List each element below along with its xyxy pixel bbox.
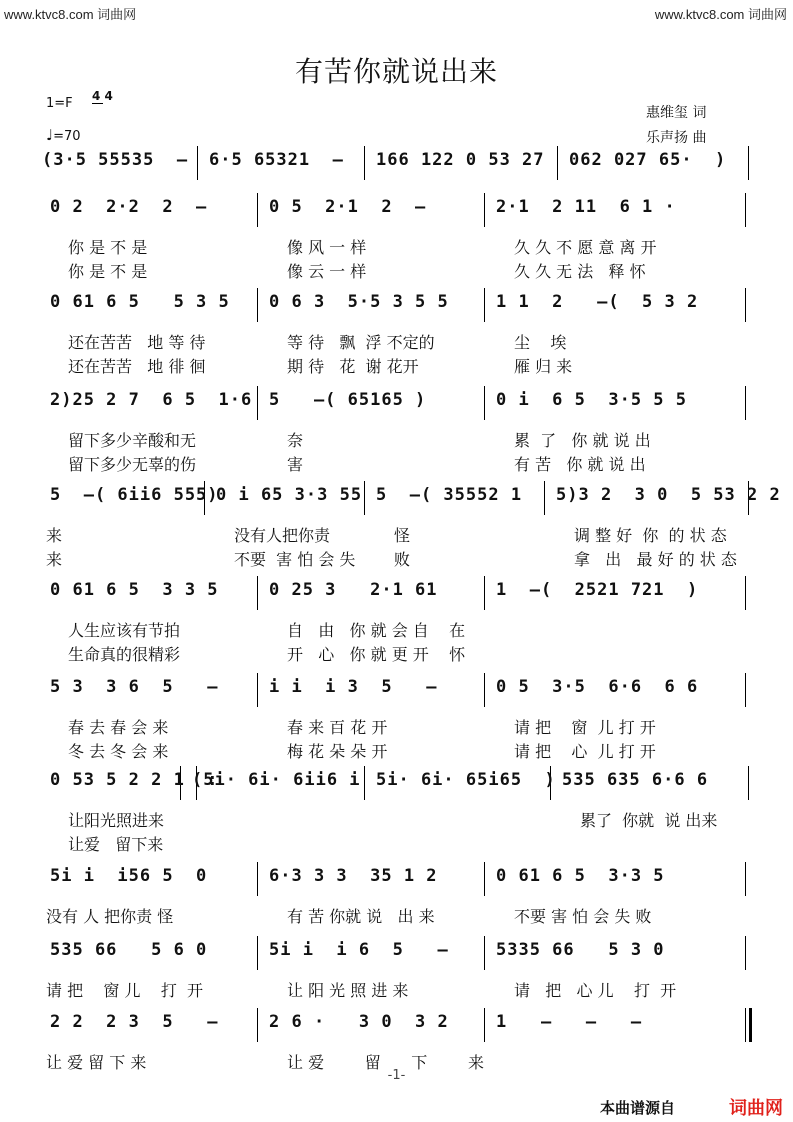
lyric-text: 像 风 一 样 <box>287 238 367 257</box>
key-signature: 1=F <box>46 96 73 111</box>
measure-notes: 0 i 65 3·3 55 <box>216 485 363 505</box>
lyric-text: 让 爱 留 下 来 <box>46 1053 147 1072</box>
lyric-text: 春 来 百 花 开 <box>287 718 388 737</box>
barline <box>745 193 746 227</box>
page-number: -1- <box>387 1068 406 1083</box>
measure-notes: 0 6 3 5·5 3 5 5 <box>269 292 449 312</box>
barline <box>484 193 485 227</box>
measure-notes: 6·3 3 3 35 1 2 <box>269 866 438 886</box>
lyric-text: 还在苦苦 地 等 待 <box>68 333 206 352</box>
lyricist-credit: 惠维玺 词 <box>646 105 707 121</box>
barline <box>484 936 485 970</box>
measure-notes: 5 –( 35552 1 <box>376 485 523 505</box>
measure-notes: 5i i i 6 5 – <box>269 940 449 960</box>
barline <box>364 146 365 180</box>
measure-notes: 0 5 2·1 2 – <box>269 197 427 217</box>
measure-notes: 5335 66 5 3 0 <box>496 940 665 960</box>
lyric-text: 败 <box>394 550 411 569</box>
lyric-text: 让阳光照进来 <box>68 811 165 830</box>
lyric-text: 拿 出 最 好 的 状 态 <box>574 550 737 569</box>
barline <box>745 862 746 896</box>
lyric-text: 期 待 花 谢 花开 <box>287 357 419 376</box>
lyric-text: 请 把 窗 儿 打 开 <box>46 981 204 1000</box>
lyric-text: 没有人把你责 <box>234 526 331 545</box>
measure-notes: 166 122 0 53 27 <box>376 150 545 170</box>
measure-notes: 0 5 3·5 6·6 6 6 <box>496 677 699 697</box>
measure-notes: 2·1 2 11 6 1 · <box>496 197 676 217</box>
quarter-note-icon: ♩ <box>46 126 54 144</box>
barline <box>745 673 746 707</box>
time-sig-bottom: 4 <box>104 89 113 103</box>
measure-notes: 5i i i56 5 0 <box>50 866 208 886</box>
barline <box>745 576 746 610</box>
barline <box>544 481 545 515</box>
time-signature <box>92 90 113 103</box>
barline <box>748 766 749 800</box>
measure-notes: 2 6 · 3 0 3 2 <box>269 1012 449 1032</box>
measure-notes: 1 – – – <box>496 1012 643 1032</box>
lyric-text: 留下多少辛酸和无 <box>68 431 197 450</box>
measure-notes: 1 1 2 –( 5 3 2 <box>496 292 699 312</box>
time-sig-top: 4 <box>92 89 101 103</box>
measure-notes: 5i· 6i· 65i65 ) <box>376 770 556 790</box>
barline <box>257 1008 258 1042</box>
measure-notes: (3·5 55535 – <box>42 150 189 170</box>
lyric-text: 让 爱 留 下 来 <box>287 1053 484 1072</box>
lyric-text: 生命真的很精彩 <box>68 645 181 664</box>
measure-notes: 535 635 6·6 6 <box>562 770 709 790</box>
lyric-text: 像 云 一 样 <box>287 262 367 281</box>
measure-notes: 0 53 5 2 2 1 : <box>50 770 219 790</box>
final-barline <box>745 1008 752 1042</box>
lyric-text: 等 待 飘 浮 不定的 <box>287 333 435 352</box>
tempo-marking <box>46 126 81 144</box>
lyric-text: 梅 花 朵 朵 开 <box>287 742 388 761</box>
measure-notes: 0 25 3 2·1 61 <box>269 580 438 600</box>
footer-logo: 词曲网 <box>729 1098 783 1119</box>
measure-notes: 062 027 65· ) <box>569 150 727 170</box>
barline <box>484 576 485 610</box>
lyric-text: 有 苦 你 就 说 出 <box>514 455 646 474</box>
measure-notes: (5i· 6i· 6ii6 i <box>192 770 361 790</box>
lyric-text: 春 去 春 会 来 <box>68 718 169 737</box>
barline <box>364 481 365 515</box>
barline <box>557 146 558 180</box>
barline <box>484 386 485 420</box>
measure-notes: 0 61 6 5 5 3 5 <box>50 292 230 312</box>
lyric-text: 奈 <box>287 431 304 450</box>
barline <box>484 288 485 322</box>
lyric-text: 开 心 你 就 更 开 怀 <box>287 645 466 664</box>
barline <box>484 862 485 896</box>
lyric-text: 你 是 不 是 <box>68 262 148 281</box>
song-title: 有苦你就说出来 <box>294 55 498 88</box>
barline <box>197 146 198 180</box>
lyric-text: 害 <box>287 455 304 474</box>
barline <box>257 193 258 227</box>
footer-source-text: 本曲谱源自 <box>599 1099 675 1117</box>
lyric-text: 久 久 不 愿 意 离 开 <box>514 238 657 257</box>
measure-notes: 5 3 3 6 5 – <box>50 677 219 697</box>
barline <box>745 386 746 420</box>
lyric-text: 来 <box>46 526 63 545</box>
lyric-text: 有 苦 你就 说 出 来 <box>287 907 435 926</box>
composer-credit: 乐声扬 曲 <box>646 130 707 146</box>
measure-notes: 0 2 2·2 2 – <box>50 197 208 217</box>
lyric-text: 让 阳 光 照 进 来 <box>287 981 409 1000</box>
measure-notes: 0 61 6 5 3·3 5 <box>496 866 665 886</box>
lyric-text: 雁 归 来 <box>514 357 573 376</box>
measure-notes: 2)25 2 7 6 5 1·6 <box>50 390 253 410</box>
lyric-text: 你 是 不 是 <box>68 238 148 257</box>
barline <box>257 936 258 970</box>
lyric-text: 冬 去 冬 会 来 <box>68 742 169 761</box>
barline <box>257 673 258 707</box>
lyric-text: 累了 你就 说 出来 <box>580 811 718 830</box>
lyric-text: 累 了 你 就 说 出 <box>514 431 651 450</box>
lyric-text: 来 <box>46 550 63 569</box>
barline <box>257 862 258 896</box>
lyric-text: 不要 害 怕 会 失 败 <box>514 907 652 926</box>
tempo-value: =70 <box>53 129 81 144</box>
barline <box>257 288 258 322</box>
barline <box>484 673 485 707</box>
lyric-text: 让爱 留下来 <box>68 835 164 854</box>
measure-notes: 5)3 2 3 0 5 53 2 2 <box>556 485 781 505</box>
barline <box>257 386 258 420</box>
lyric-text: 不要 害 怕 会 失 <box>234 550 356 569</box>
measure-notes: 0 61 6 5 3 3 5 <box>50 580 219 600</box>
barline <box>748 146 749 180</box>
lyric-text: 请 把 心 儿 打 开 <box>514 981 677 1000</box>
lyric-text: 自 由 你 就 会 自 在 <box>287 621 466 640</box>
site-watermark-right: www.ktvc8.com 词曲网 <box>654 7 787 22</box>
measure-notes: 2 2 2 3 5 – <box>50 1012 219 1032</box>
barline <box>745 288 746 322</box>
lyric-text: 调 整 好 你 的 状 态 <box>574 526 727 545</box>
barline <box>745 936 746 970</box>
lyric-text: 久 久 无 法 释 怀 <box>514 262 646 281</box>
barline <box>257 576 258 610</box>
lyric-text: 没有 人 把你责 怪 <box>46 907 174 926</box>
lyric-text: 请 把 窗 儿 打 开 <box>514 718 656 737</box>
measure-notes: i i i 3 5 – <box>269 677 438 697</box>
measure-notes: 0 i 6 5 3·5 5 5 <box>496 390 687 410</box>
lyric-text: 请 把 心 儿 打 开 <box>514 742 656 761</box>
lyric-text: 留下多少无辜的伤 <box>68 455 197 474</box>
measure-notes: 6·5 65321 – <box>209 150 344 170</box>
barline <box>484 1008 485 1042</box>
lyric-text: 怪 <box>394 526 411 545</box>
measure-notes: 1 –( 2521 721 ) <box>496 580 699 600</box>
lyric-text: 人生应该有节拍 <box>68 621 181 640</box>
measure-notes: 5 –( 6ii6 555) <box>50 485 219 505</box>
barline <box>364 766 365 800</box>
lyric-text: 尘 埃 <box>514 333 567 352</box>
lyric-text: 还在苦苦 地 徘 徊 <box>68 357 206 376</box>
measure-notes: 5 –( 65165 ) <box>269 390 427 410</box>
site-watermark-left: www.ktvc8.com 词曲网 <box>4 7 137 22</box>
measure-notes: 535 66 5 6 0 <box>50 940 208 960</box>
